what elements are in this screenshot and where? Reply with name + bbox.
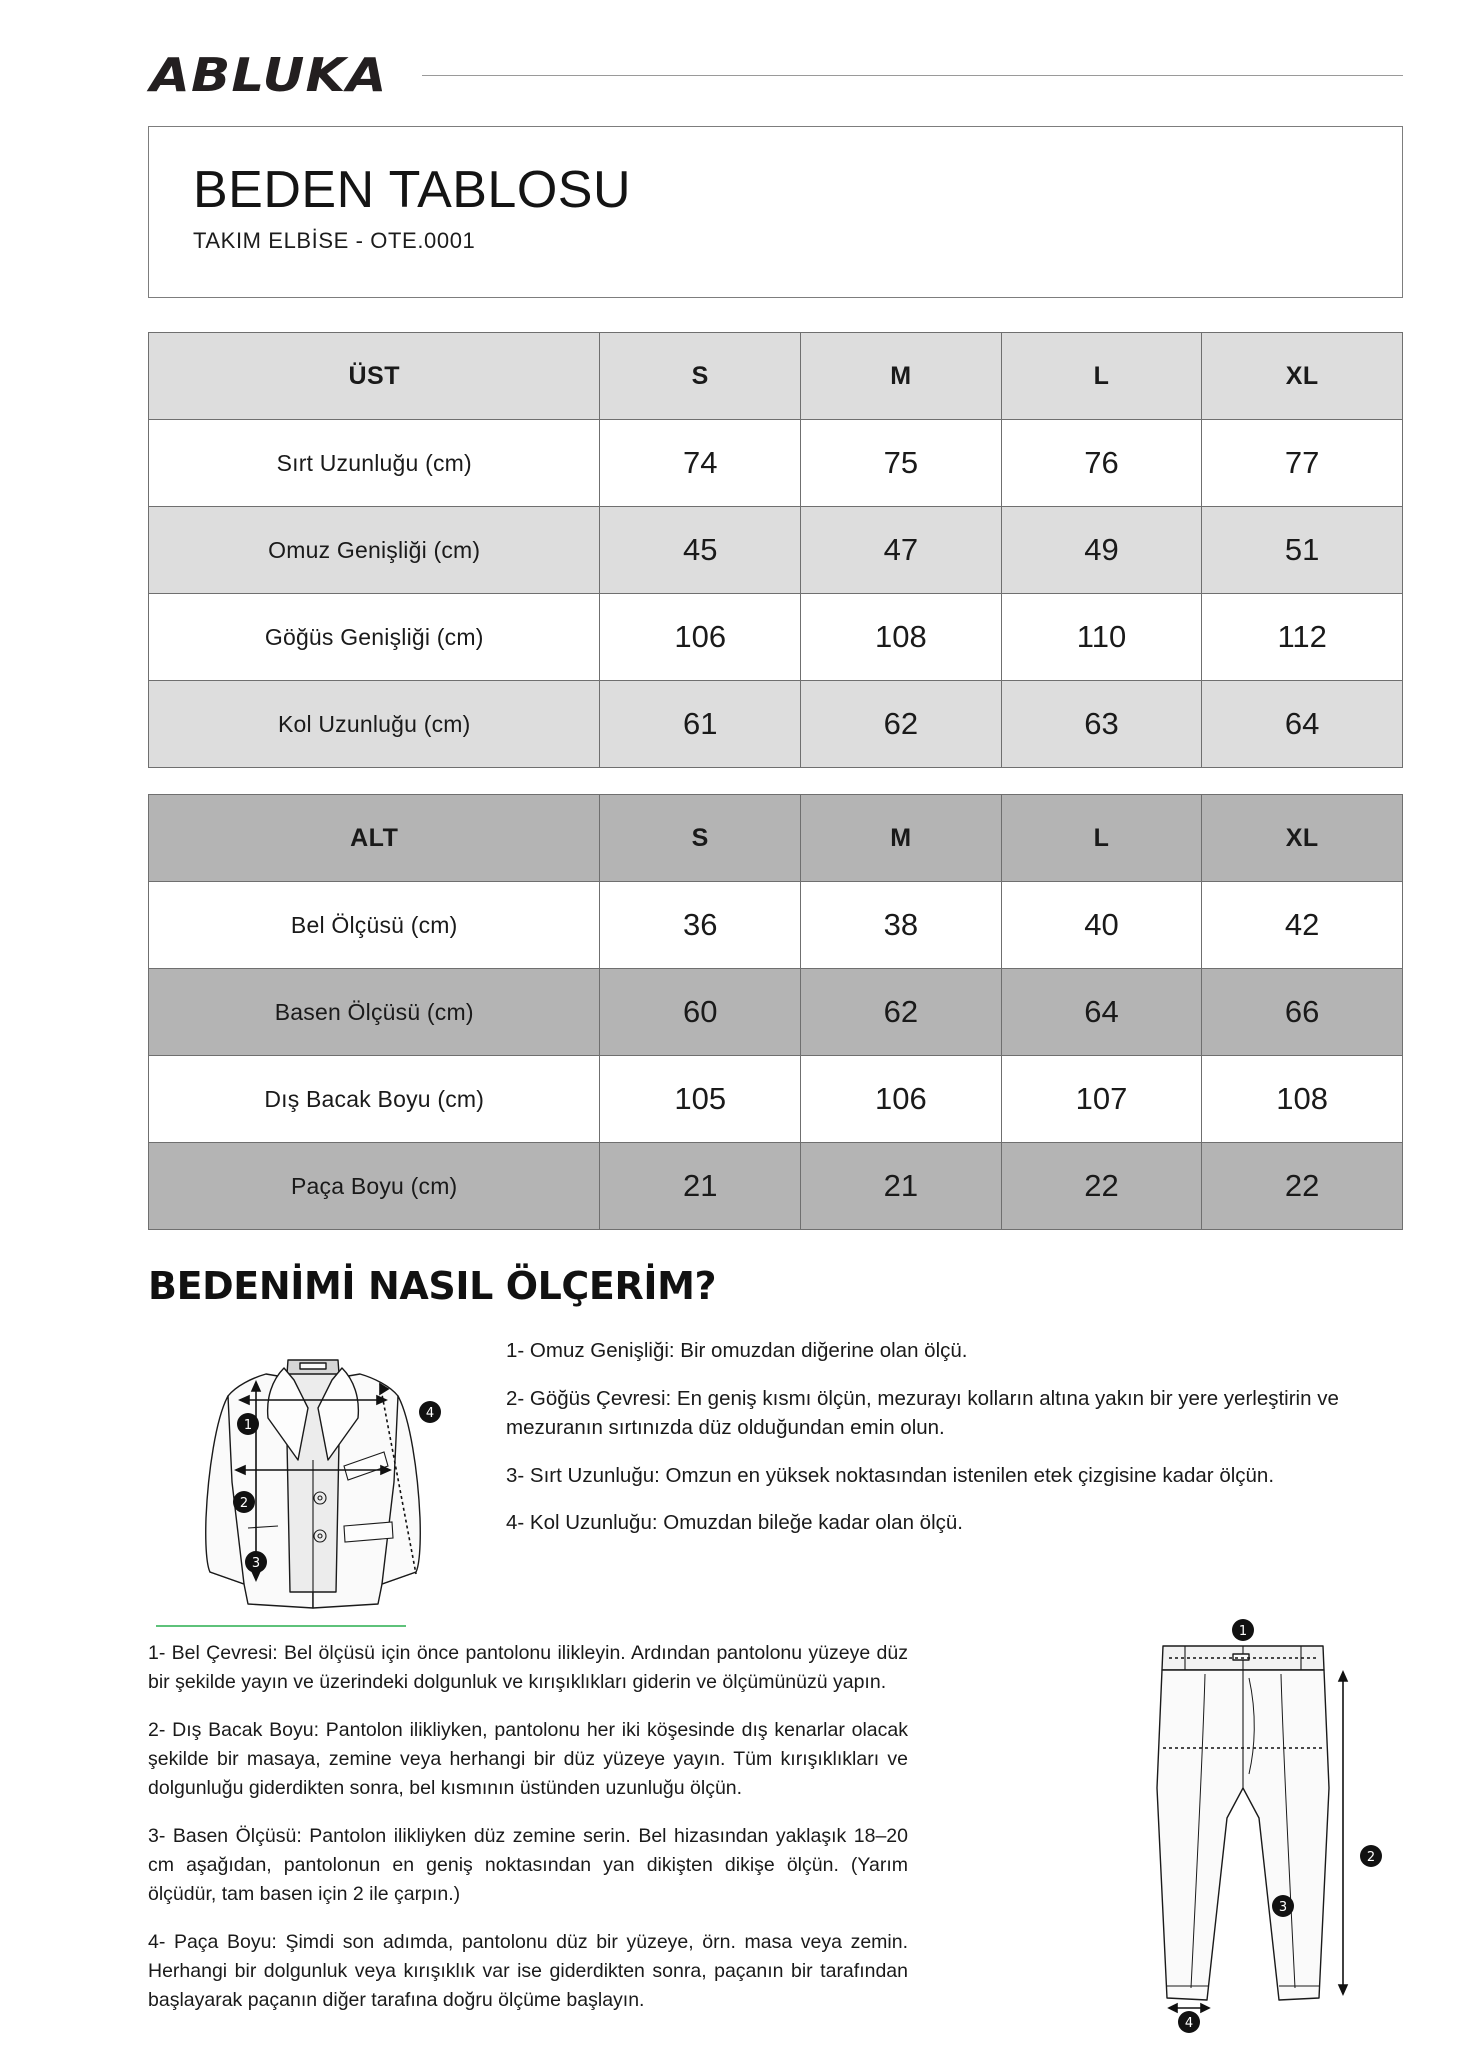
table-row — [149, 1143, 1403, 1230]
jacket-instruction-1: 1- Omuz Genişliği: Bir omuzdan diğerine olan ölçü. — [506, 1339, 968, 1362]
jacket-measure-block — [148, 1322, 1403, 1617]
row-label: Bel Ölçüsü (cm) — [149, 882, 600, 969]
jacket-badge-1: 1 — [243, 1418, 253, 1433]
jacket-badge-4: 4 — [425, 1406, 435, 1421]
jacket-measure-instructions — [478, 1322, 1403, 1556]
pants-badge-1: 1 — [1238, 1624, 1248, 1639]
row-value: 36 — [600, 882, 801, 969]
pants-badge-4: 4 — [1184, 2016, 1194, 2031]
jacket-badge-3: 3 — [251, 1556, 261, 1571]
table-row — [149, 882, 1403, 969]
row-label: Basen Ölçüsü (cm) — [149, 969, 600, 1056]
row-value: 62 — [801, 681, 1002, 768]
page-title: BEDEN TABLOSU — [193, 161, 632, 219]
row-value: 75 — [801, 420, 1002, 507]
column-header: S — [600, 333, 801, 420]
row-value: 64 — [1202, 681, 1403, 768]
pants-instruction-4: 4- Paça Boyu: Şimdi son adımda, pantolonu düz bir yüzeye, örn. masa veya zemin. Herhangi bir dolgunluk veya kırışıklık var ise giderdikten sonra, paçanın bir tarafından başlayarak paçanın diğer tarafına doğru ölçüme başlayın. — [148, 1931, 908, 2011]
row-value: 42 — [1202, 882, 1403, 969]
row-value: 38 — [801, 882, 1002, 969]
row-value: 112 — [1202, 594, 1403, 681]
row-value: 108 — [1202, 1056, 1403, 1143]
row-value: 105 — [600, 1056, 801, 1143]
row-value: 64 — [1001, 969, 1202, 1056]
table-header-row — [149, 795, 1403, 882]
row-value: 22 — [1202, 1143, 1403, 1230]
column-header: M — [801, 795, 1002, 882]
column-header: XL — [1202, 795, 1403, 882]
row-value: 110 — [1001, 594, 1202, 681]
row-value: 51 — [1202, 507, 1403, 594]
pants-measure-instructions — [148, 1625, 908, 2014]
table-row — [149, 1056, 1403, 1143]
row-value: 22 — [1001, 1143, 1202, 1230]
column-header: S — [600, 795, 801, 882]
row-value: 62 — [801, 969, 1002, 1056]
pants-badge-3: 3 — [1278, 1900, 1288, 1915]
row-value: 21 — [801, 1143, 1002, 1230]
column-header: XL — [1202, 333, 1403, 420]
brand-logo: ABLUKA — [150, 48, 388, 102]
table-row — [149, 681, 1403, 768]
row-label: Paça Boyu (cm) — [149, 1143, 600, 1230]
lower-size-table — [148, 794, 1403, 1230]
pants-instruction-2: 2- Dış Bacak Boyu: Pantolon ilikliyken, pantolonu her iki köşesinde dış kenarlar olacak şekilde bir masaya, zemine veya herhangi bir düz yüzeye yayın. Tüm kırışıklıkları ve dolgunluğu giderdikten sonra, bel kısmının üstünden uzunluğu ölçün. — [148, 1719, 908, 1799]
table-row — [149, 420, 1403, 507]
row-label: Dış Bacak Boyu (cm) — [149, 1056, 600, 1143]
table-row — [149, 969, 1403, 1056]
page-subtitle: TAKIM ELBİSE - OTE.0001 — [193, 227, 476, 253]
row-value: 40 — [1001, 882, 1202, 969]
table-row — [149, 507, 1403, 594]
table-row — [149, 594, 1403, 681]
jacket-badge-2: 2 — [239, 1496, 249, 1511]
pants-instruction-1: 1- Bel Çevresi: Bel ölçüsü için önce pantolonu ilikleyin. Ardından pantolonu yüzeye düz bir şekilde yayın ve üzerindeki dolgunluk ve kırışıklıkları giderin ve ölçümünüzü yapın. — [148, 1642, 908, 1693]
row-value: 47 — [801, 507, 1002, 594]
column-header: ALT — [149, 795, 600, 882]
jacket-diagram-svg — [148, 1322, 478, 1612]
measure-section-heading: BEDENİMİ NASIL ÖLÇERİM? — [148, 1264, 717, 1308]
row-label: Sırt Uzunluğu (cm) — [149, 420, 600, 507]
row-value: 49 — [1001, 507, 1202, 594]
pants-diagram-svg — [1093, 1618, 1393, 2038]
row-label: Omuz Genişliği (cm) — [149, 507, 600, 594]
row-value: 66 — [1202, 969, 1403, 1056]
column-header: L — [1001, 333, 1202, 420]
jacket-illustration — [148, 1322, 478, 1617]
row-value: 77 — [1202, 420, 1403, 507]
jacket-instruction-4: 4- Kol Uzunluğu: Omuzdan bileğe kadar olan ölçü. — [506, 1511, 963, 1535]
column-header: M — [801, 333, 1002, 420]
row-value: 45 — [600, 507, 801, 594]
row-label: Göğüs Genişliği (cm) — [149, 594, 600, 681]
brand-header — [0, 0, 1463, 104]
pants-illustration — [1093, 1618, 1393, 2038]
row-label: Kol Uzunluğu (cm) — [149, 681, 600, 768]
jacket-instruction-3: 3- Sırt Uzunluğu: Omzun en yüksek noktasından istenilen etek çizgisine kadar ölçün. — [506, 1463, 1275, 1487]
pants-badge-2: 2 — [1366, 1850, 1376, 1865]
jacket-instruction-2: 2- Göğüs Çevresi: En geniş kısmı ölçün, mezurayı kolların altına yakın bir yere yerleştirin ve mezuranın sırtınızda düz olduğundan emin olun. — [506, 1386, 1339, 1440]
table-header-row — [149, 333, 1403, 420]
row-value: 63 — [1001, 681, 1202, 768]
row-value: 108 — [801, 594, 1002, 681]
row-value: 21 — [600, 1143, 801, 1230]
upper-size-table — [148, 332, 1403, 768]
row-value: 76 — [1001, 420, 1202, 507]
header-divider — [422, 75, 1403, 76]
row-value: 106 — [801, 1056, 1002, 1143]
pants-instruction-3: 3- Basen Ölçüsü: Pantolon ilikliyken düz zemine serin. Bel hizasından yaklaşık 18–20 cm aşağıdan, pantolonun en geniş noktasından yan dikişten dikişe ölçün. (Yarım ölçüdür, tam basen için 2 ile çarpın.) — [148, 1825, 908, 1905]
row-value: 106 — [600, 594, 801, 681]
accent-divider — [156, 1625, 406, 1627]
row-value: 74 — [600, 420, 801, 507]
column-header: ÜST — [149, 333, 600, 420]
column-header: L — [1001, 795, 1202, 882]
row-value: 107 — [1001, 1056, 1202, 1143]
title-box — [148, 126, 1403, 298]
row-value: 60 — [600, 969, 801, 1056]
row-value: 61 — [600, 681, 801, 768]
